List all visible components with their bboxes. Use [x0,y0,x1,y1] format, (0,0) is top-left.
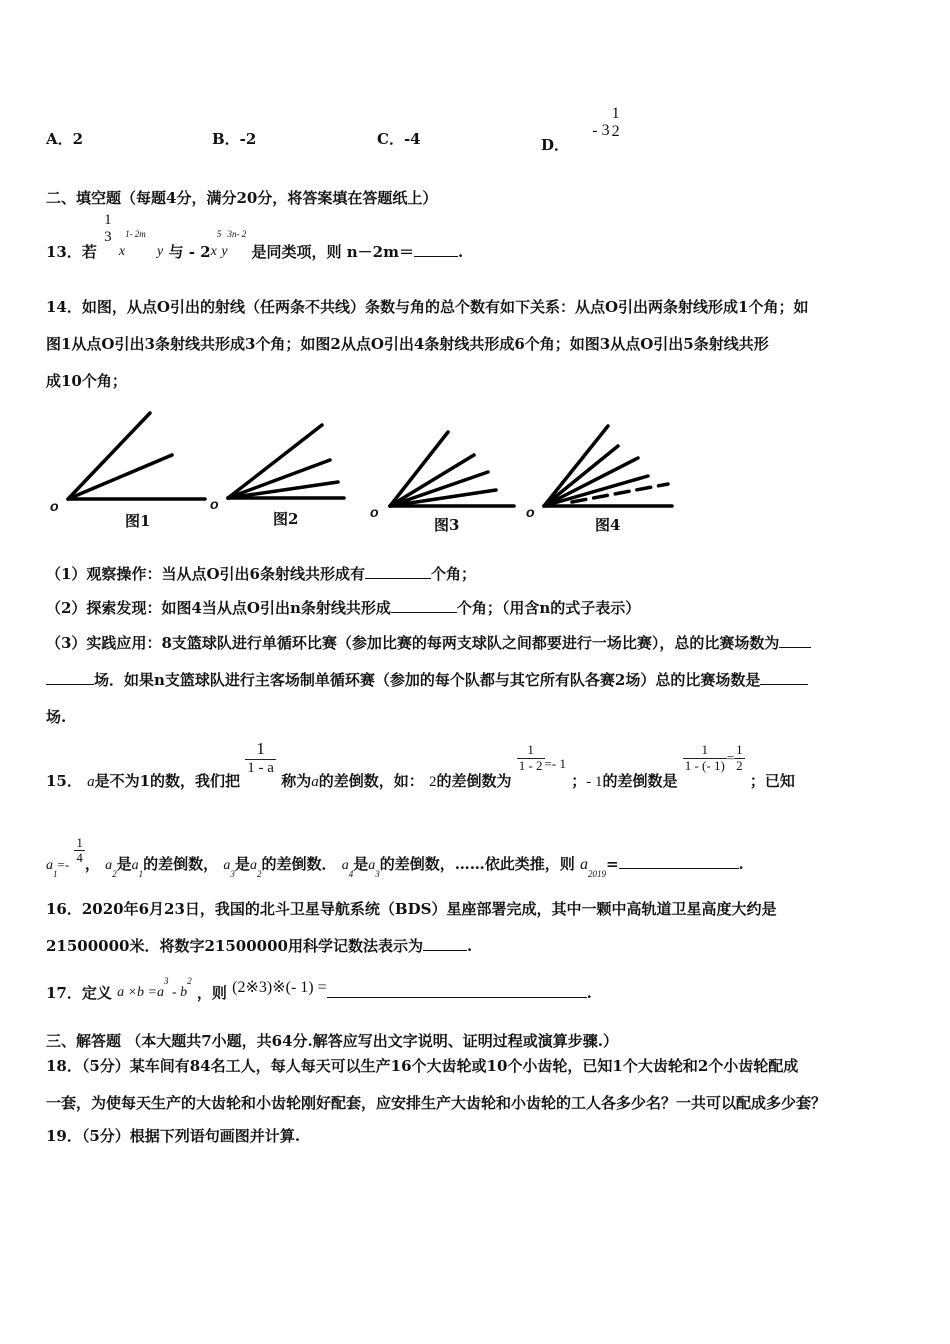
q14-part3-blank1-cont [46,684,94,685]
question-15-line2: $a_1=-$ $\frac{1}{4}$ ， $a_2$是$a_1$的差倒数， $a_3$是$a_2$的差倒数． $a_4$是$a_3$的差倒数，……依此类推，则 $a_{2019}=$ . [46,835,744,879]
option-c: C．-4 [377,130,421,148]
section2-heading: 二、填空题（每题4分，满分20分，将答案填在答题纸上） [46,189,438,207]
fig2-caption: 图2 [273,510,299,528]
q15-fraction-5: $\frac{1}{4}$ [76,835,83,866]
q15-fraction-1: $\frac{1}{1 - a}$ [247,739,274,776]
q18-line2: 一套，为使每天生产的大齿轮和小齿轮刚好配套，应安排生产大齿轮和小齿轮的工人各多少名？一共可以配成多少套？ [46,1094,827,1112]
q16-answer-blank [423,950,467,951]
q14-part1: （1）观察操作：当从点O引出6条射线共形成有 个角； [46,565,476,583]
q14-part3-blank2 [760,684,808,685]
option-d-whole: - 3 [592,121,610,139]
q15-answer-blank [619,868,739,869]
q16-line1: 16．2020年6月23日，我国的北斗卫星导航系统（BDS）星座部署完成，其中一颗中高轨道卫星高度大约是 [46,900,777,918]
fig1-origin-label: o [50,498,59,514]
q14-part3-blank1 [779,647,811,648]
q14-part3: （3）实践应用：8支篮球队进行单循环比赛（参加比赛的每两支球队之间都要进行一场比赛），总的比赛场数为 [46,632,811,653]
fig1-caption: 图1 [125,512,151,530]
fig2-origin-label: o [210,496,219,512]
fig3-origin-label: o [370,504,379,520]
q14-line2: 图1从点O引出3条射线共形成3个角；如图2从点O引出4条射线共形成6个角；如图3从点O引出5条射线共形 [46,335,769,353]
q14-line1: 14．如图，从点O引出的射线（任两条不共线）条数与角的总个数有如下关系：从点O引出两条射线形成1个角；如 [46,298,809,316]
q13-answer-blank [414,256,458,257]
q15-fraction-2: $\frac{1}{1 - 2}$ [518,742,543,773]
question-13: 13．若 1 3 $x^{1- 2m}$ y 与 - $2x^5y^{3n- 2}$ 是同类项，则 n－2m＝ . [46,212,464,261]
q15-fraction-4: $\frac{1}{2}$ [736,742,743,773]
q18-line1: 18．（5分）某车间有84名工人，每人每天可以生产16个大齿轮或10个小齿轮，已知1个大齿轮和2个小齿轮配成 [46,1057,799,1075]
q17-answer-blank [327,997,587,998]
option-a: A．2 [46,130,84,148]
question-17: 17．定义 $a \times b =a^3 - b^2$ ，则 (2※3)※(- 1) = . [46,976,592,1002]
q14-part3-end: 场. [46,708,67,726]
q14-line3: 成10个角； [46,372,127,390]
q14-part2: （2）探索发现：如图4当从点O引出n条射线共形成 个角；（用含n的式子表示） [46,599,641,617]
q14-part3-cont: 场．如果n支篮球队进行主客场制单循环赛（参加的每个队都与其它所有队各赛2场）总的比赛场数是 [46,669,808,690]
question-15-line1: 15． a是不为1的数，我们把 $\frac{1}{1 - a}$ 称为a的差倒数，如： 2的差倒数为 $\frac{1}{1 - 2}$ =- 1 ；- 1的差倒数是 $\frac{1}{1 - (- 1)}$ = $\frac{1}{2}$ ；已知 [46,739,795,791]
figure-4 [530,418,680,528]
option-d-fraction: 1 2 [611,105,620,140]
q15-fraction-3: $\frac{1}{1 - (- 1)}$ [684,742,725,773]
question-19: 19．（5分）根据下列语句画图并计算. [46,1127,301,1145]
q13-fraction: 1 3 [104,212,112,245]
fig3-caption: 图3 [434,516,460,534]
option-d: D． - 3 1 2 [541,105,620,154]
q14-part1-blank [365,578,431,579]
option-b: B．-2 [212,130,257,148]
fig4-origin-label: o [526,504,535,520]
section3-heading: 三、解答题 （本大题共7小题，共64分.解答应写出文字说明、证明过程或演算步骤.） [46,1032,618,1050]
q14-part2-blank [391,612,457,613]
fig4-caption: 图4 [595,516,621,534]
q16-line2: 21500000米．将数字21500000用科学记数法表示为 . [46,937,473,955]
